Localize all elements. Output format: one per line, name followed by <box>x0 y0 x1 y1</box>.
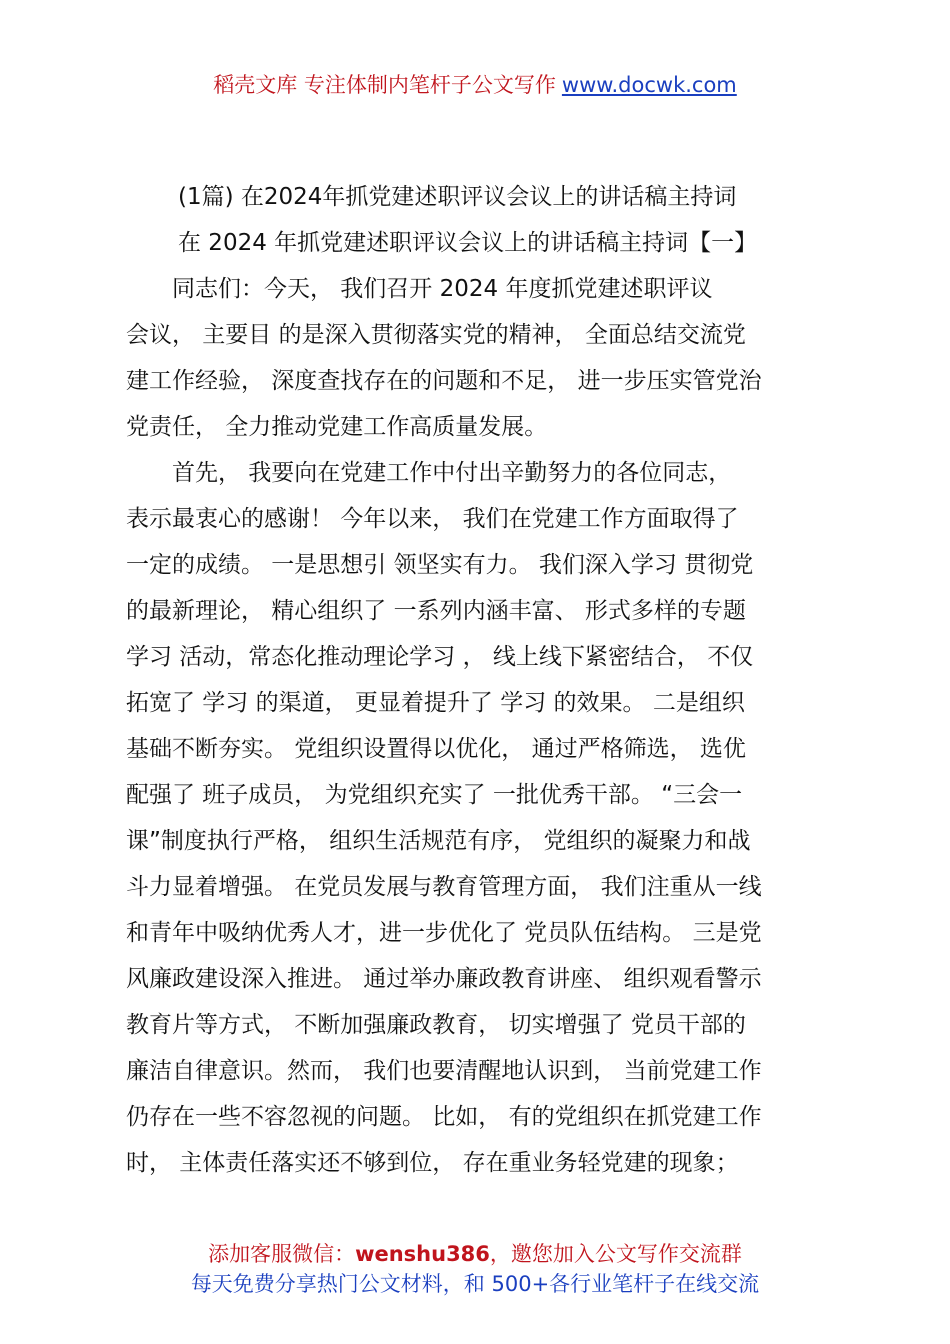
site-header <box>0 70 950 100</box>
paragraph-achievements: 首先， 我要向在党建工作中付出辛勤努力的各位同志， 表示最衷心的感谢！ 今年以来， 我们在党建工作方面取得了 一定的成绩。 一是思想引 领坚实有力。 我们深入学习 贯彻党 的最新理论， 精心组织了 一系列内涵丰富、 形式多样的专题 学习 活动，常态化推动理论学习 ， 线上线下紧密结合， 不仅 拓宽了 学习 的渠道， 更显着提升了 学习 的效果。 二是组织 基础不断夯实。 党组织设置得以优化， 通过严格筛选， 选优 配强了 班子成员， 为党组织充实了 一批优秀干部。 “三会一 课”制度执行严格， 组织生活规范有序， 党组织的凝聚力和战 斗力显着增强。 在党员发展与教育管理方面， 我们注重从一线 和青年中吸纳优秀人才，进一步优化了 党员队伍结构。 三是党 风廉政建设深入推进。 通过举办廉政教育讲座、 组织观看警示 教育片等方式， 不断加强廉政教育， 切实增强了 党员干部的 廉洁自律意识。然而， 我们也要清醒地认识到， 当前党建工作 仍存在一些不容忽视的问题。 比如， 有的党组织在抓党建工作 时， 主体责任落实还不够到位， 存在重业务轻党建的现象； <box>126 460 762 1176</box>
footer-wechat-prefix: 添加客服微信： <box>208 1242 356 1266</box>
site-url-link[interactable]: www.docwk.com <box>561 73 737 97</box>
brand-slogan: 稻壳文库 专注体制内笔杆子公文写作 <box>213 73 556 97</box>
document-subtitle: 在 2024 年抓党建述职评议会议上的讲话稿主持词【一】 <box>178 230 758 256</box>
paragraph-opening: 同志们：今天， 我们召开 2024 年度抓党建述职评议 会议， 主要目 的是深入贯彻落实党的精神， 全面总结交流党 建工作经验， 深度查找存在的问题和不足， 进一步压实管党治 党责任， 全力推动党建工作高质量发展。 <box>126 276 762 440</box>
footer-share-line: 每天免费分享热门公文材料，和 500+各行业笔杆子在线交流 <box>190 1272 760 1296</box>
document-title: (1篇) 在2024年抓党建述职评议会议上的讲话稿主持词 <box>178 184 737 210</box>
wechat-id: wenshu386 <box>355 1242 490 1266</box>
footer-wechat-suffix: ，邀您加入公文写作交流群 <box>489 1242 742 1266</box>
footer-wechat-line <box>0 1240 950 1268</box>
